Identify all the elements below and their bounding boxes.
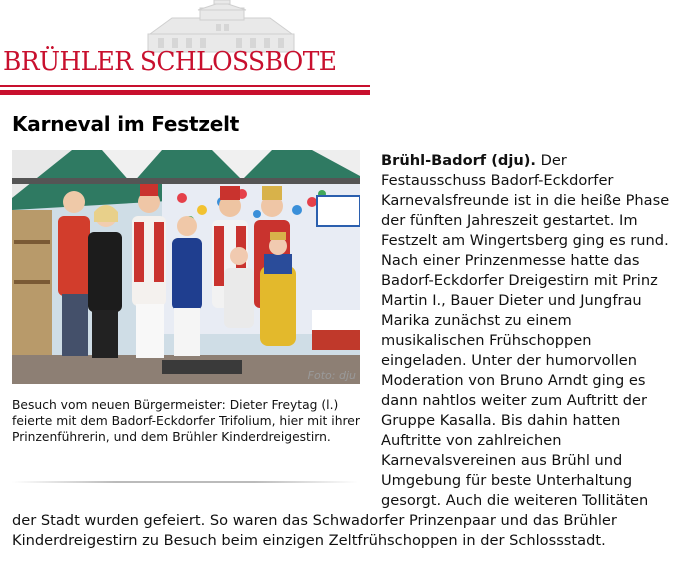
body-line: Gruppe Kasalla. Bis dahin hatten (381, 412, 621, 429)
body-line: Auftritte von zahlreichen (381, 432, 562, 449)
body-line: Moderation von Bruno Arndt ging es (381, 372, 646, 389)
masthead (0, 0, 372, 100)
body-line: Kinderdreigestirn zu Besuch beim einzigen Zeltfrühschoppen in der Schlossstadt. (12, 532, 606, 549)
body-line: Marika zunächst zu einem (381, 312, 572, 329)
body-line: der fünften Jahreszeit gestartet. Im (381, 212, 638, 229)
article-photo (12, 150, 360, 384)
masthead-rule-thin (0, 85, 370, 87)
body-line: der Stadt wurden gefeiert. So waren das Schwadorfer Prinzenpaar und das Brühler (12, 512, 617, 529)
photo-credit: Foto: dju (307, 369, 356, 382)
article-body-column (381, 151, 696, 511)
body-line (381, 151, 696, 171)
body-line: Karnevalsfreunde ist in die heiße Phase (381, 192, 670, 209)
body-line-text: Der (535, 152, 567, 169)
body-line: gesorgt. Auch die weiteren Tollitäten (381, 492, 649, 509)
body-line: dann nahtlos weiter zum Auftritt der (381, 392, 648, 409)
article-body-continuation (12, 511, 692, 551)
masthead-title: BRÜHLER SCHLOSSBOTE (3, 47, 337, 77)
article-dateline: Brühl-Badorf (dju). (381, 152, 536, 169)
body-line: Festausschuss Badorf-Eckdorfer (381, 172, 614, 189)
body-line: Karnevalsvereinen aus Brühl und (381, 452, 623, 469)
masthead-rule-thick (0, 90, 370, 95)
article-headline: Karneval im Festzelt (12, 112, 240, 136)
body-line: Umgebung für beste Unterhaltung (381, 472, 633, 489)
photo-caption: Besuch vom neuen Bürgermeister: Dieter Freytag (l.) feierte mit dem Badorf-Eckdorfer Trifolium, hier mit ihrer Prinzenführerin, und dem Brühler Kinderdreigestirn. (12, 398, 360, 444)
body-line: Nach einer Prinzenmesse hatte das (381, 252, 640, 269)
body-line: Festzelt am Wingertsberg ging es rund. (381, 232, 669, 249)
body-line: musikalischen Frühschoppen (381, 332, 592, 349)
caption-divider (12, 481, 358, 483)
body-line: Martin I., Bauer Dieter und Jungfrau (381, 292, 642, 309)
carnival-group-photo (12, 150, 360, 384)
body-line: Badorf-Eckdorfer Dreigestirn mit Prinz (381, 272, 658, 289)
body-line: eingeladen. Unter der humorvollen (381, 352, 637, 369)
